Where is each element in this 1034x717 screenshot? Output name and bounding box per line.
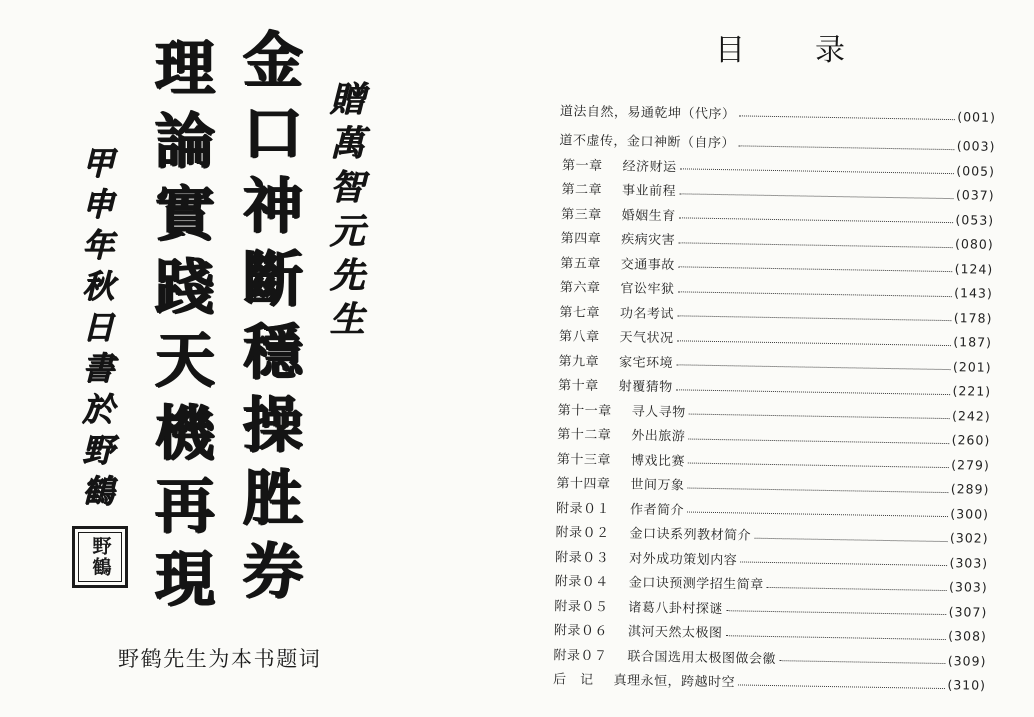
dot-leader xyxy=(687,487,948,493)
toc-entry-page-number: (080) xyxy=(954,236,994,253)
toc-entry-page-number: (143) xyxy=(954,285,993,302)
toc-entry-number: 第十二章 xyxy=(557,427,612,444)
dot-leader xyxy=(689,414,950,420)
toc-entry-title: 作者简介 xyxy=(629,502,685,519)
toc-entry-title: 交通事故 xyxy=(620,257,675,274)
toc-entry-page-number: (310) xyxy=(947,677,987,694)
toc-entry-number: 后 记 xyxy=(552,672,594,689)
toc-entry-page-number: (242) xyxy=(951,407,991,424)
dot-leader xyxy=(679,193,954,199)
toc-entry-title: 天气状况 xyxy=(619,330,674,347)
toc-entry-number: 第十一章 xyxy=(557,402,612,419)
toc-entry-page-number: (187) xyxy=(953,334,993,351)
toc-entry-page-number: (300) xyxy=(950,505,990,522)
toc-entry-title: 外出旅游 xyxy=(631,428,686,445)
calligraphy-signature: 甲申年秋日書於野鶴 xyxy=(77,146,115,515)
toc-entry-title: 事业前程 xyxy=(621,183,677,200)
dot-leader xyxy=(678,267,953,273)
toc-entry-number: 附录０７ xyxy=(553,647,608,664)
toc-entry-page-number: (307) xyxy=(948,603,988,620)
toc-entry-title: 射覆猜物 xyxy=(618,379,673,396)
toc-entry-page-number: (124) xyxy=(954,260,994,277)
toc-entry-number: 附录０１ xyxy=(555,500,611,517)
toc-entry-title: 官讼牢狱 xyxy=(620,281,675,298)
toc-entry-page-number: (260) xyxy=(951,432,991,449)
toc-entry-title: 金口诀预测学招生简章 xyxy=(628,575,764,594)
toc-entry-title: 经济财运 xyxy=(622,159,677,176)
toc-entry-page-number: (309) xyxy=(947,652,987,669)
toc-entry-number: 附录０２ xyxy=(555,525,610,542)
toc-entry-title: 婚姻生育 xyxy=(621,208,676,225)
toc-entry-title: 家宅环境 xyxy=(618,355,674,372)
toc-entry-title: 世间万象 xyxy=(630,477,685,494)
toc-entry-number: 第四章 xyxy=(560,231,602,248)
toc-entry-title: 诸葛八卦村探谜 xyxy=(628,600,723,617)
dot-leader xyxy=(779,660,946,664)
dot-leader xyxy=(677,316,952,322)
seal-stamp xyxy=(72,526,128,588)
toc-entry-number: 第三章 xyxy=(561,207,602,223)
dot-leader xyxy=(738,684,945,689)
toc-entry-page-number: (053) xyxy=(955,211,995,228)
toc-entry-title: 金口诀系列教材简介 xyxy=(629,526,752,544)
toc-entry-page-number: (221) xyxy=(952,383,992,400)
toc-entry-number: 第五章 xyxy=(560,256,601,272)
dot-leader xyxy=(726,610,947,615)
toc-entry xyxy=(560,97,996,129)
toc-entry-page-number: (178) xyxy=(953,309,993,326)
toc-entry-page-number: (201) xyxy=(952,358,992,375)
toc-entry-number: 附录０４ xyxy=(554,574,609,591)
seal-text: 野鶴 xyxy=(89,536,112,578)
toc-entry-title: 疾病灾害 xyxy=(621,232,676,249)
toc-entry-number: 第六章 xyxy=(559,280,601,297)
toc-entry-number: 第八章 xyxy=(558,329,600,346)
toc-entry-title: 寻人寻物 xyxy=(631,404,686,421)
dot-leader xyxy=(677,291,952,297)
toc-entry-page-number: (303) xyxy=(948,579,988,596)
dot-leader xyxy=(767,587,947,591)
toc-entry-number: 第十章 xyxy=(558,378,599,395)
toc-entry-page-number: (001) xyxy=(957,108,997,125)
toc-entry-page-number: (308) xyxy=(948,628,987,645)
toc-entry-page-number: (005) xyxy=(956,162,996,179)
dot-leader xyxy=(688,463,949,469)
toc-entry-number: 第九章 xyxy=(558,354,600,370)
dot-leader xyxy=(725,635,946,640)
dot-leader xyxy=(754,537,948,541)
dot-leader xyxy=(676,389,951,395)
toc-entry-number: 第七章 xyxy=(559,305,601,321)
dot-leader xyxy=(678,242,953,248)
toc-entry-title: 联合国选用太极图做会徽 xyxy=(627,649,777,667)
calligraphy-dedication: 贈萬智元先生 xyxy=(324,80,365,344)
toc-entry-number: 附录０５ xyxy=(554,598,609,615)
toc-entry-number: 第二章 xyxy=(561,182,603,199)
toc-entry-number: 第十三章 xyxy=(556,451,612,468)
dot-leader xyxy=(740,562,947,567)
toc-list xyxy=(550,97,996,698)
dot-leader xyxy=(679,169,954,175)
toc-entry-title: 道不虚传，金口神断（自序） xyxy=(559,133,736,152)
contents-title: 目录 xyxy=(715,33,915,68)
dot-leader xyxy=(676,365,951,371)
toc-entry-number: 附录０３ xyxy=(555,549,610,566)
toc-entry-title: 博戏比赛 xyxy=(630,453,686,470)
toc-entry-page-number: (003) xyxy=(956,138,996,155)
toc-entry-page-number: (037) xyxy=(955,187,995,204)
dot-leader xyxy=(738,116,955,121)
toc-entry-title: 淇河天然太极图 xyxy=(627,624,723,642)
toc-entry-title: 真理永恒，跨越时空 xyxy=(613,673,736,691)
dot-leader xyxy=(677,340,952,346)
toc-entry-page-number: (289) xyxy=(950,481,990,498)
dot-leader xyxy=(688,438,949,444)
toc-entry-number: 第十四章 xyxy=(556,476,611,493)
toc-entry-title: 功名考试 xyxy=(619,306,675,323)
toc-entry-page-number: (303) xyxy=(949,554,989,571)
calligraphy-column-main-left: 理論實踐天機再現 xyxy=(145,36,215,620)
dot-leader xyxy=(687,512,948,518)
toc-entry-number: 第一章 xyxy=(561,158,603,174)
right-page-contents xyxy=(520,0,1034,717)
toc-entry-page-number: (279) xyxy=(951,456,990,473)
toc-entry-number: 附录０６ xyxy=(553,623,609,640)
dot-leader xyxy=(738,145,955,150)
toc-entry-page-number: (302) xyxy=(949,530,989,547)
calligraphy-column-main-right: 金口神斷穩操胜券 xyxy=(233,28,303,612)
calligraphy-caption: 野鹤先生为本书题词 xyxy=(118,647,322,671)
toc-entry-title: 对外成功策划内容 xyxy=(629,551,738,569)
toc-entry-title: 道法自然，易通乾坤（代序） xyxy=(559,103,736,123)
dot-leader xyxy=(679,218,954,224)
